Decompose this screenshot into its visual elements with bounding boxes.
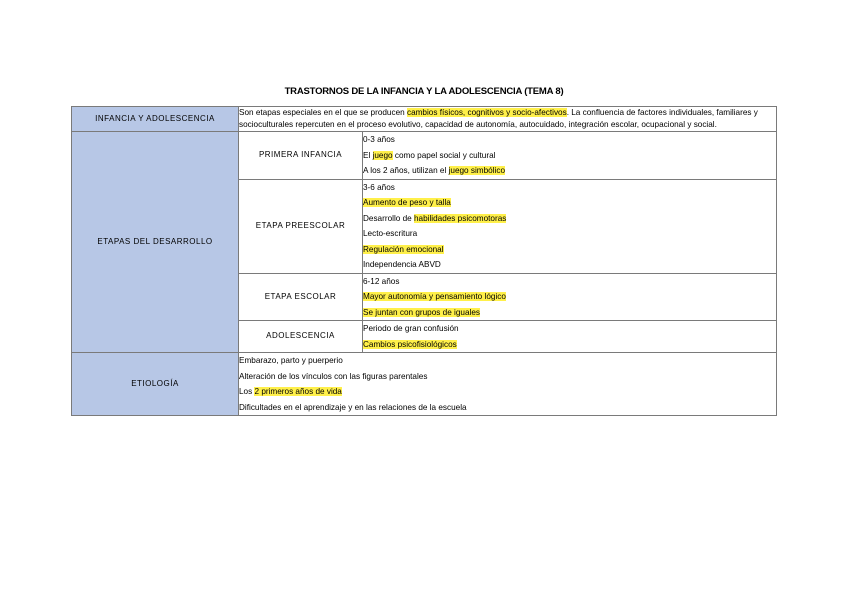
- stage-row: [239, 179, 776, 273]
- line-text: como papel social y cultural: [392, 150, 496, 160]
- document-title: TRASTORNOS DE LA INFANCIA Y LA ADOLESCENCIA (TEMA 8): [284, 86, 564, 97]
- line-text: Lecto-escritura: [363, 229, 418, 238]
- stage-name: ADOLESCENCIA: [239, 321, 363, 353]
- heading-etapas: ETAPAS DEL DESARROLLO: [72, 132, 239, 353]
- etiologia-list: [239, 353, 777, 416]
- stage-item: [363, 226, 776, 242]
- line-text: El: [363, 150, 373, 160]
- infancia-text-before: Son etapas especiales en el que se producen: [239, 108, 407, 117]
- line-text: Periodo de gran confusión: [363, 324, 459, 333]
- stage-name: PRIMERA INFANCIA: [239, 132, 363, 179]
- etiologia-item: [239, 400, 776, 416]
- stage-item: [363, 148, 776, 164]
- stage-item: [363, 180, 776, 196]
- stage-items: [363, 321, 777, 353]
- stage-item: [363, 132, 776, 148]
- etapas-content: [239, 132, 777, 353]
- row-etiologia: [72, 353, 777, 416]
- stage-item: [363, 195, 776, 211]
- line-text: 6-12 años: [363, 276, 400, 286]
- stage-item: [363, 321, 776, 337]
- stage-item: [363, 289, 776, 305]
- line-text: Dificultades en el aprendizaje y en las relaciones de la escuela: [239, 402, 467, 412]
- infancia-highlight: cambios físicos, cognitivos y socio-afectivos: [406, 108, 567, 117]
- infancia-text-after: . La confluencia de factores individuales, familiares y socioculturales repercuten en el proceso evolutivo, capacidad de autonomía, autocuidado, integración escolar, ocupacional y social.: [239, 108, 758, 129]
- highlighted-text: Cambios psicofisiológicos: [363, 339, 457, 349]
- highlighted-text: Mayor autonomía y pensamiento lógico: [363, 292, 506, 301]
- summary-table: [71, 106, 777, 416]
- line-text: Embarazo, parto y puerperio: [239, 356, 343, 365]
- highlighted-text: Aumento de peso y talla: [363, 198, 451, 207]
- line-text: 0-3 años: [363, 135, 395, 144]
- stage-item: [363, 163, 776, 179]
- highlighted-text: 2 primeros años de vida: [254, 387, 342, 396]
- stage-item: [363, 211, 776, 227]
- stage-item: [363, 242, 776, 258]
- row-etapas: [72, 132, 777, 353]
- highlighted-text: habilidades psicomotoras: [413, 213, 507, 223]
- line-text: Independencia ABVD: [363, 260, 441, 269]
- row-infancia: [72, 107, 777, 132]
- line-text: Los: [239, 387, 255, 396]
- stage-item: [363, 305, 776, 321]
- stage-row: [239, 321, 776, 353]
- stage-row: [239, 273, 776, 321]
- stage-item: [363, 257, 776, 273]
- line-text: Alteración de los vínculos con las figuras parentales: [239, 371, 428, 381]
- stage-items: [363, 179, 777, 273]
- etiologia-item: [239, 369, 776, 385]
- stage-item: [363, 274, 776, 290]
- stage-items: [363, 273, 777, 321]
- stage-row: [239, 132, 776, 179]
- etiologia-item: [239, 353, 776, 369]
- highlighted-text: juego simbólico: [448, 166, 506, 175]
- stage-item: [363, 337, 776, 353]
- stages-table: [239, 132, 776, 352]
- stage-items: [363, 132, 777, 179]
- stage-name: ETAPA ESCOLAR: [239, 273, 363, 321]
- highlighted-text: juego: [372, 150, 393, 160]
- highlighted-text: Se juntan con grupos de iguales: [363, 307, 480, 317]
- heading-infancia: INFANCIA Y ADOLESCENCIA: [72, 107, 239, 132]
- stage-name: ETAPA PREESCOLAR: [239, 179, 363, 273]
- line-text: A los 2 años, utilizan el: [363, 166, 449, 175]
- etiologia-item: [239, 384, 776, 400]
- infancia-description: [239, 107, 777, 132]
- highlighted-text: Regulación emocional: [363, 244, 444, 254]
- heading-etiologia: ETIOLOGÍA: [72, 353, 239, 416]
- line-text: 3-6 años: [363, 182, 395, 192]
- line-text: Desarrollo de: [363, 213, 414, 223]
